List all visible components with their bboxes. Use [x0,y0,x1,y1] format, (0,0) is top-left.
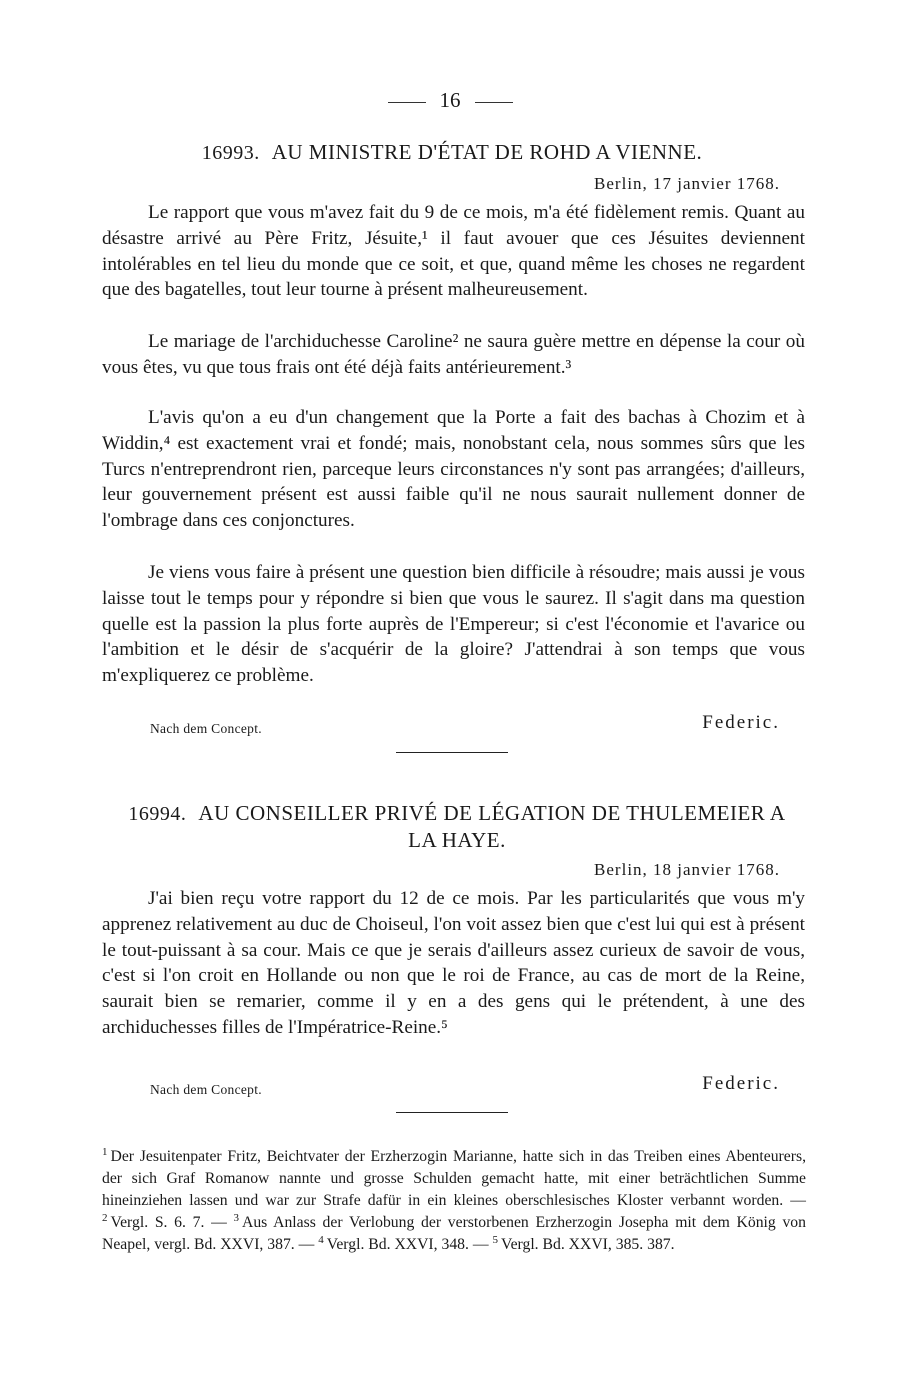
letter-2-signature: Federic. [702,1073,780,1094]
letter-2-title: AU CONSEILLER PRIVÉ DE LÉGATION DE THULEMEIER A LA HAYE. [198,801,786,852]
footnote-1: $^1$ Der Jesuitenpater Fritz, Beichtvater der Erzherzogin Marianne, hatte sich in das Treiben eines Abenteurers, der sich Graf Romanow nannte und grosse Schulden gemacht hatte, mit einer beträchtlichen Summe hineinziehen lassen und war zur Strafe dafür in ein kleines oberschlesisches Kloster verbannt worden. — [102,1145,806,1209]
letter-2-paragraph-1: J'ai bien reçu votre rapport du 12 de ce mois. Par les particularités que vous m'y apprenez relativement au duc de Choiseul, l'on voit assez bien que c'est lui qui est à présent le tout-puissant à sa cour. Mais ce que je serais d'ailleurs assez curieux de savoir de vous, c'est si l'on croit en Hollande ou non que le roi de France, au cas de mort de la Reine, saurait bien se remarier, comme il y en a des gens qui le prétendent, à une des archiduchesses filles de l'Impératrice-Reine.⁵ [102,888,805,1038]
page-number-dash-left [388,102,426,103]
letter-2-dateline: Berlin, 18 janvier 1768. [594,860,780,879]
letter-2-number: 16994. [128,803,187,825]
section-divider-2 [396,1112,508,1113]
letter-1-dateline: Berlin, 17 janvier 1768. [594,174,780,193]
letter-1-number: 16993. [201,142,260,164]
letter-2-heading [112,800,802,853]
footnote-5: $^5$ Vergl. Bd. XXVI, 385. 387. [492,1233,675,1253]
page-number-value: 16 [439,88,461,112]
letter-1-source-note: Nach dem Concept. [150,721,262,736]
footnotes [102,1146,806,1256]
page-number-dash-right [475,102,513,103]
footnote-4: $^4$ Vergl. Bd. XXVI, 348. — [318,1233,489,1253]
footnote-3: $^3$ Aus Anlass der Verlobung der verstorbenen Erzherzogin Josepha mit dem König von Neapel, vergl. Bd. XXVI, 387. — [102,1211,806,1253]
letter-1-paragraph-3: L'avis qu'on a eu d'un changement que la Porte a fait des bachas à Chozim et à Widdin,⁴ est exactement vrai et fondé; mais, nonobstant cela, nous sommes sûrs que les Turcs n'entreprendront rien, parceque leurs circonstances n'y sont pas arrangées; d'ailleurs, leur gouvernement présent est aussi faible qu'il ne nous saurait nullement donner de l'ombrage dans ces conjonctures. [102,407,805,532]
letter-2-source-note: Nach dem Concept. [150,1082,262,1097]
letter-1-title: AU MINISTRE D'ÉTAT DE ROHD A VIENNE. [271,140,703,164]
letter-1-paragraph-4: Je viens vous faire à présent une question bien difficile à résoudre; mais aussi je vous laisse tout le temps pour y répondre si bien que vous le saurez. Il s'agit dans ma question quelle est la passion la plus forte auprès de l'Empereur; si c'est l'économie et l'avarice ou l'ambition et le désir de s'acquérir de la gloire? J'attendrai à son temps que vous m'expliquerez ce problème. [102,562,805,687]
section-divider-1 [396,752,508,753]
letter-1-signature: Federic. [702,712,780,733]
footnote-2: $^2$ Vergl. S. 6. 7. — [102,1211,227,1231]
letter-1-paragraph-1: Le rapport que vous m'avez fait du 9 de ce mois, m'a été fidèlement remis. Quant au désastre arrivé au Père Fritz, Jésuite,¹ il faut avouer que ces Jésuites deviennent intolérables en tel lieu du monde que ce soit, et que, quand même les choses ne regardent que des bagatelles, tout leur tourne à présent malheureusement. [102,202,805,301]
letter-1-heading [132,139,772,166]
letter-1-paragraph-2: Le mariage de l'archiduchesse Caroline² ne saura guère mettre en dépense la cour où vous êtes, vu que tous frais ont été déjà faits antérieurement.³ [102,331,805,378]
page-number [0,88,900,113]
